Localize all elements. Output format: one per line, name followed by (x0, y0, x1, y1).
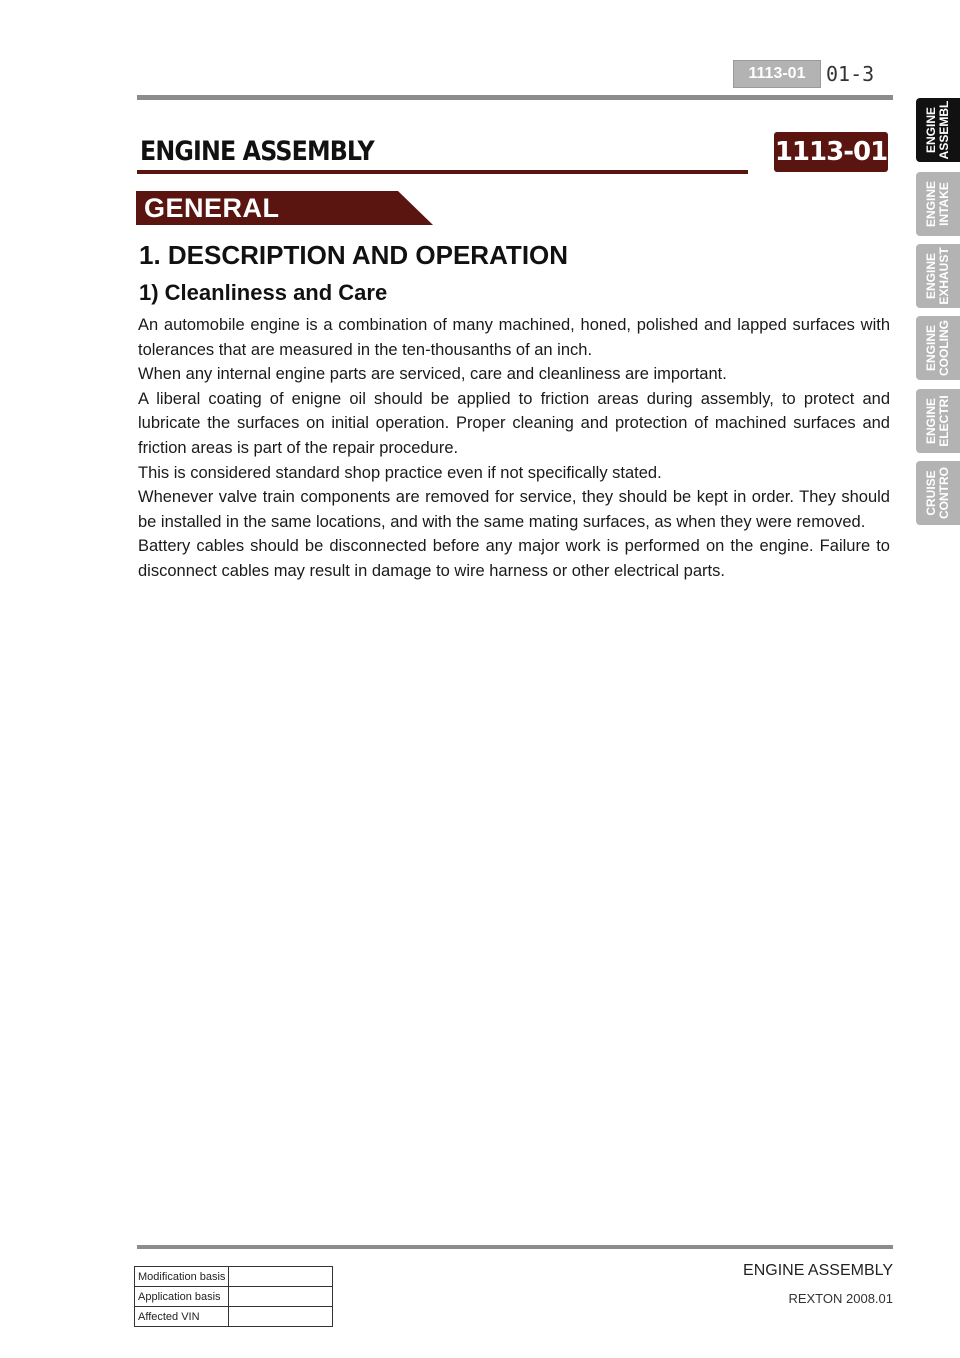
tab-label: ENGINE (924, 181, 938, 228)
tab-label: ENGINE (924, 325, 938, 372)
paragraph: A liberal coating of enigne oil should be applied to friction areas during assembly, to protect and lubricate the surfaces on initial operation. Proper cleaning and protection of machined surfaces and friction areas is part of the repair procedure. (138, 389, 890, 457)
title-underline (137, 170, 748, 174)
page-number: 01-3 (826, 62, 875, 86)
table-row (135, 1287, 333, 1307)
tab-label: COOLING (937, 320, 951, 376)
subsection-heading: 1) Cleanliness and Care (139, 280, 388, 305)
footer-divider (137, 1245, 893, 1249)
paragraph: This is considered standard shop practice even if not specifically stated. (138, 463, 662, 482)
tab-engine-cooling[interactable] (916, 316, 960, 380)
table-cell-value (229, 1307, 333, 1327)
table-cell-label: Modification basis (135, 1267, 229, 1287)
general-banner (136, 191, 433, 225)
tab-engine-exhaust[interactable] (916, 244, 960, 308)
table-row (135, 1307, 333, 1327)
title-code-badge: 1113-01 (774, 132, 888, 172)
tab-engine-intake[interactable] (916, 172, 960, 236)
tab-cruise-control[interactable] (916, 461, 960, 525)
footer-title: ENGINE ASSEMBLY (743, 1262, 893, 1279)
tab-label: ELECTRI (937, 395, 951, 447)
tab-label: ASSEMBL (937, 100, 951, 160)
section-code-badge: 1113-01 (733, 60, 821, 88)
page-title: ENGINE ASSEMBLY (140, 136, 374, 167)
body-text (138, 313, 890, 584)
table-cell-label: Affected VIN (135, 1307, 229, 1327)
tab-label: EXHAUST (937, 247, 951, 305)
paragraph: Battery cables should be disconnected before any major work is performed on the engine. Failure to disconnect cables may result in damage to wire harness or other electrical parts. (138, 537, 890, 580)
table-cell-label: Application basis (135, 1287, 229, 1307)
table-cell-value (229, 1267, 333, 1287)
tab-label: ENGINE (924, 253, 938, 300)
header-divider (137, 95, 893, 100)
tab-label: CONTRO (937, 467, 951, 519)
paragraph: An automobile engine is a combination of many machined, honed, polished and lapped surfaces with tolerances that are measured in the ten-thousanths of an inch. (138, 316, 890, 359)
tab-label: ENGINE (924, 398, 938, 445)
footer-model: REXTON 2008.01 (788, 1291, 893, 1306)
tab-label: ENGINE (924, 107, 938, 154)
tab-engine-assembly[interactable] (916, 98, 960, 162)
tab-engine-electrical[interactable] (916, 389, 960, 453)
table-row (135, 1267, 333, 1287)
section-heading: 1. DESCRIPTION AND OPERATION (139, 240, 569, 270)
tab-label: CRUISE (924, 470, 938, 516)
paragraph: Whenever valve train components are removed for service, they should be kept in order. They should be installed in the same locations, and with the same mating surfaces, as when they were removed. (138, 488, 890, 531)
table-cell-value (229, 1287, 333, 1307)
paragraph: When any internal engine parts are serviced, care and cleanliness are important. (138, 365, 727, 384)
tab-label: INTAKE (937, 182, 951, 226)
revision-info-table (134, 1266, 333, 1327)
general-banner-label: GENERAL (144, 193, 280, 223)
